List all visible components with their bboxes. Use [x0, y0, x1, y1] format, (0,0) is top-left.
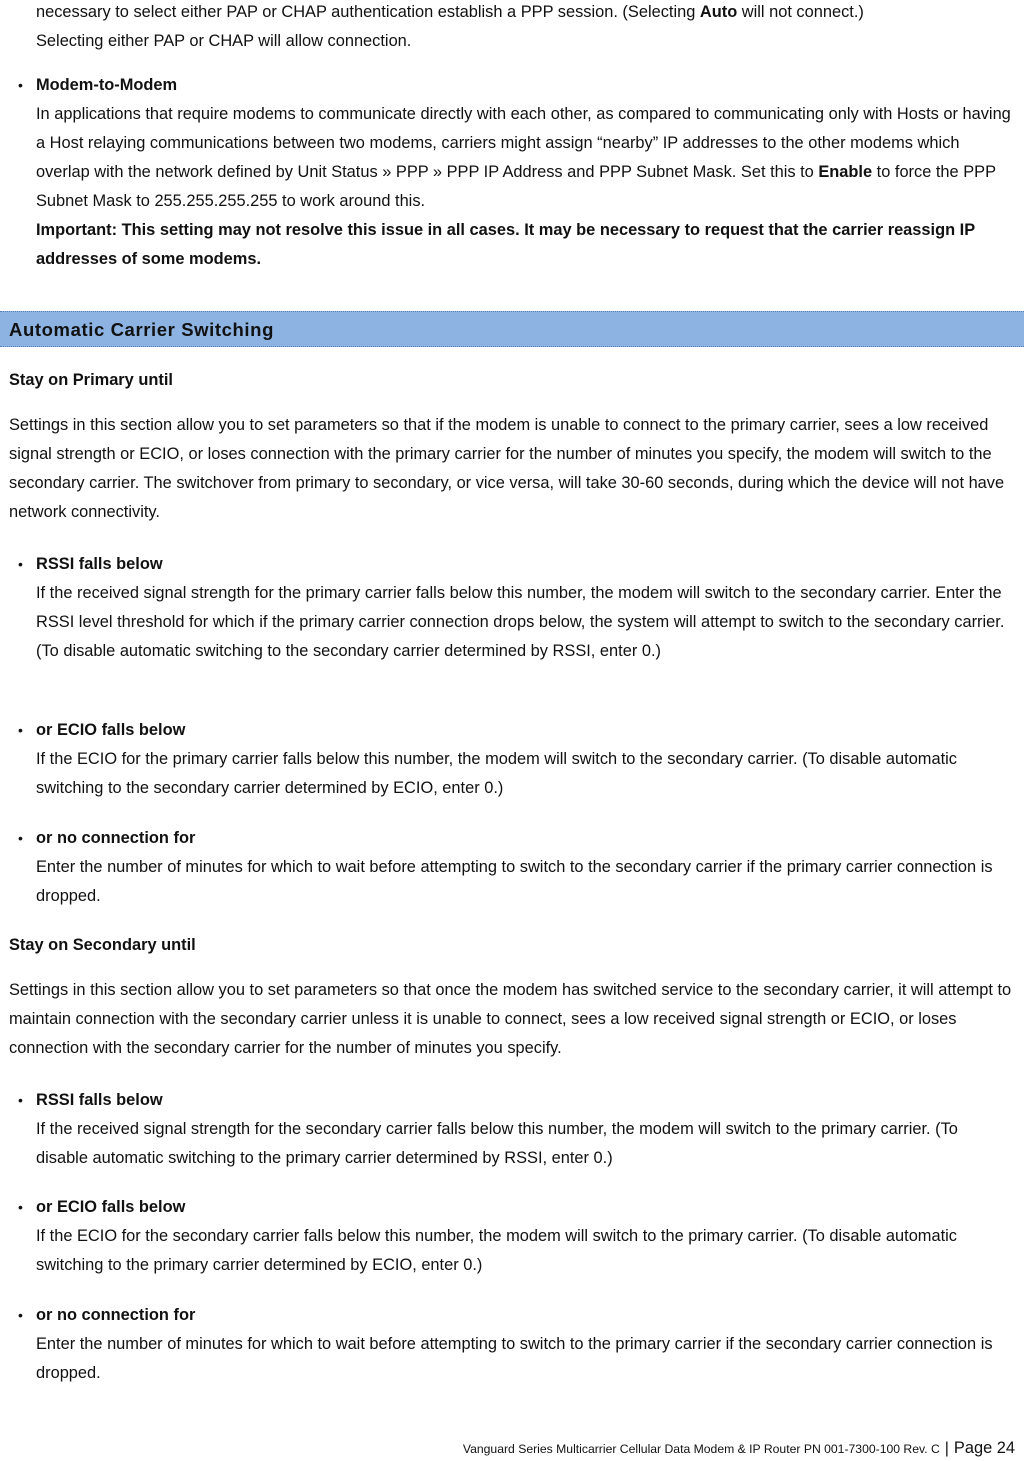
modem-to-modem-text	[36, 100, 1011, 216]
primary-no-connection-text: Enter the number of minutes for which to wait before attempting to switch to the secondary carrier if the primary carrier connection is dropped.	[36, 858, 993, 905]
secondary-bullet-ecio	[0, 1193, 1015, 1280]
bullet-modem-to-modem	[0, 71, 1015, 274]
secondary-heading: Stay on Secondary until	[9, 936, 196, 954]
primary-bullet-rssi	[0, 550, 1015, 666]
bullet-dot: •	[18, 722, 23, 738]
secondary-ecio-text: If the ECIO for the secondary carrier falls below this number, the modem will switch to the primary carrier. (To disable automatic switching to the primary carrier determined by ECIO, enter 0.)	[36, 1227, 957, 1274]
secondary-bullet-no-connection	[0, 1301, 1015, 1388]
modem-to-modem-important: Important: This setting may not resolve this issue in all cases. It may be necessary to request that the carrier reassign IP addresses of some modems.	[36, 221, 975, 268]
primary-rssi-text: If the received signal strength for the primary carrier falls below this number, the modem will switch to the secondary carrier. Enter the RSSI level threshold for which if the primary carrier connection drops below, the system will attempt to switch to the secondary carrier. (To disable automatic switching to the secondary carrier determined by RSSI, enter 0.)	[36, 584, 1005, 660]
bullet-dot: •	[18, 1199, 23, 1215]
primary-ecio-title: or ECIO falls below	[36, 721, 186, 739]
secondary-ecio-title: or ECIO falls below	[36, 1198, 186, 1216]
intro-line-1-post: will not connect.)	[737, 3, 864, 21]
page-footer	[463, 1436, 1015, 1460]
footer-page-number: Page 24	[953, 1439, 1015, 1457]
footer-doc-title: Vanguard Series Multicarrier Cellular Data Modem & IP Router PN 001-7300-100 Rev. C	[462, 1442, 940, 1456]
secondary-rssi-text: If the received signal strength for the secondary carrier falls below this number, the modem will switch to the primary carrier. (To disable automatic switching to the primary carrier determined by RSSI, enter 0.)	[36, 1120, 958, 1167]
primary-bullet-ecio	[0, 716, 1015, 803]
section-heading-bar	[0, 311, 1024, 347]
footer-separator: |	[944, 1440, 949, 1457]
primary-no-connection-title: or no connection for	[36, 829, 196, 847]
bullet-dot: •	[18, 830, 23, 846]
modem-to-modem-title: Modem-to-Modem	[36, 76, 178, 94]
intro-line-1-pre: necessary to select either PAP or CHAP authentication establish a PPP session. (Selecting	[36, 3, 700, 21]
modem-to-modem-text-post: to force the PPP Subnet Mask to 255.255.255.255 to work around this.	[36, 163, 996, 210]
modem-to-modem-enable-keyword: Enable	[818, 163, 873, 181]
primary-bullet-no-connection	[0, 824, 1015, 911]
intro-continuation	[36, 0, 1011, 56]
intro-auto-keyword: Auto	[699, 3, 738, 21]
primary-rssi-title: RSSI falls below	[36, 555, 163, 573]
secondary-rssi-title: RSSI falls below	[36, 1091, 163, 1109]
secondary-no-connection-text: Enter the number of minutes for which to wait before attempting to switch to the primary carrier if the secondary carrier connection is dropped.	[36, 1335, 993, 1382]
primary-description: Settings in this section allow you to set parameters so that if the modem is unable to connect to the primary carrier, sees a low received signal strength or ECIO, or loses connection with the primary carrier for the number of minutes you specify, the modem will switch to the secondary carrier. The switchover from primary to secondary, or vice versa, will take 30-60 seconds, during which the device will not have network connectivity.	[9, 416, 1005, 521]
bullet-dot: •	[18, 77, 23, 93]
bullet-dot: •	[18, 1092, 23, 1108]
intro-line-1	[36, 0, 1011, 27]
modem-to-modem-text-pre: In applications that require modems to communicate directly with each other, as compared to communicating only with Hosts or having a Host relaying communications between two modems, carriers might assign “nearby” IP addresses to the other modems which overlap with the network defined by Unit Status » PPP » PPP IP Address and PPP Subnet Mask. Set this to	[36, 105, 1011, 181]
section-title: Automatic Carrier Switching	[9, 319, 274, 340]
primary-heading: Stay on Primary until	[9, 371, 173, 389]
secondary-bullet-rssi	[0, 1086, 1015, 1173]
intro-line-2: Selecting either PAP or CHAP will allow connection.	[36, 32, 412, 50]
bullet-dot: •	[18, 556, 23, 572]
secondary-description: Settings in this section allow you to set parameters so that once the modem has switched service to the secondary carrier, it will attempt to maintain connection with the secondary carrier unless it is unable to connect, sees a low received signal strength or ECIO, or loses connection with the secondary carrier for the number of minutes you specify.	[9, 981, 1012, 1057]
bullet-dot: •	[18, 1307, 23, 1323]
primary-ecio-text: If the ECIO for the primary carrier falls below this number, the modem will switch to the secondary carrier. (To disable automatic switching to the secondary carrier determined by ECIO, enter 0.)	[36, 750, 957, 797]
secondary-no-connection-title: or no connection for	[36, 1306, 196, 1324]
